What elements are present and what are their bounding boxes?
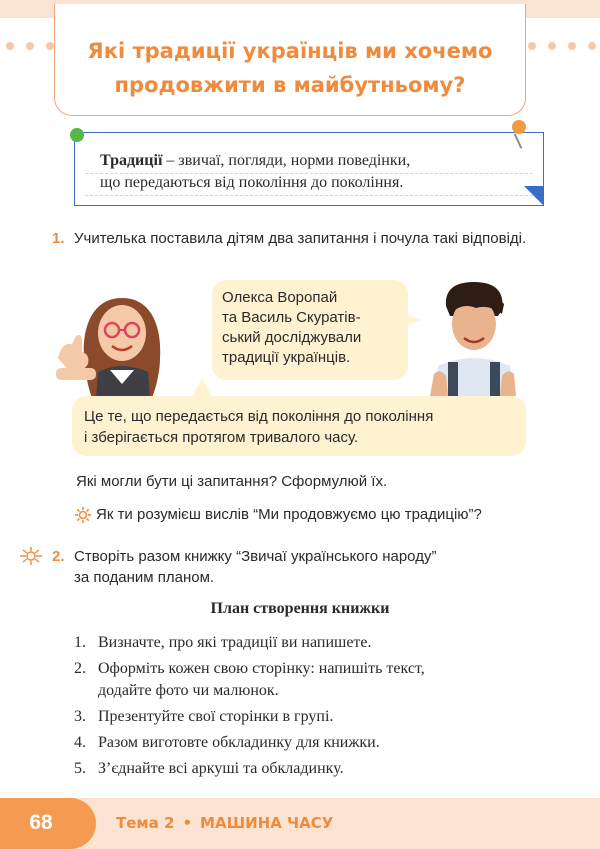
task-text [74, 546, 530, 588]
pin-icon-green [70, 128, 84, 142]
speech-text-boy [222, 288, 402, 368]
boy-illustration-icon [420, 276, 528, 396]
speech-line: традиції українців. [222, 349, 351, 366]
plan-list [74, 632, 544, 784]
title-line-2: продовжити в майбутньому? [114, 73, 466, 97]
speech-bubble-tail [190, 378, 214, 400]
task-number: 1. [52, 230, 65, 247]
task-2-line-1: Створіть разом книжку “Звичаї українського народу” [74, 548, 437, 565]
speech-text-girl [84, 406, 514, 448]
speech-line: Це те, що передається від покоління до покоління [84, 408, 434, 425]
list-item [74, 758, 544, 780]
footer-topic [116, 814, 333, 832]
task-text: Учителька поставила дітям два запитання і почула такі відповіді. [74, 230, 527, 247]
item-number: 5. [74, 760, 86, 777]
speech-line: ський досліджували [222, 329, 362, 346]
item-number: 2. [74, 660, 86, 677]
item-text: Визначте, про які традиції ви напишете. [98, 634, 372, 651]
task-1-question: Які могли бути ці запитання? Сформулюй їх. [76, 473, 388, 490]
girl-illustration-icon [52, 288, 192, 398]
sun-icon [74, 506, 92, 524]
speech-line: Олекса Воропай [222, 289, 338, 306]
title-line-1: Які традиції українців ми хочемо [87, 39, 493, 63]
definition-term: Традиції [100, 152, 163, 169]
item-text: Презентуйте свої сторінки в групі. [98, 708, 334, 725]
plan-title: План створення книжки [210, 600, 390, 617]
list-item [74, 632, 544, 654]
page-title [70, 34, 510, 102]
card-line [85, 195, 533, 197]
item-number: 3. [74, 708, 86, 725]
definition-line-1: – звичаї, погляди, норми поведінки, [162, 152, 411, 169]
definition-text [100, 150, 530, 194]
topic-name: МАШИНА ЧАСУ [200, 814, 334, 832]
definition-line-2: що передаються від покоління до покоління. [100, 174, 404, 191]
pin-icon-orange [512, 120, 526, 134]
speech-line: та Василь Скуратів- [222, 309, 361, 326]
topic-label: Тема 2 [116, 814, 175, 832]
item-number: 1. [74, 634, 86, 651]
task-1-extra-question: Як ти розумієш вислів “Ми продовжуємо цю традицію”? [96, 506, 482, 523]
item-text: Разом виготовте обкладинку для книжки. [98, 734, 380, 751]
list-item [74, 732, 544, 754]
topic-separator: • [182, 814, 193, 832]
speech-line: і зберігається протягом тривалого часу. [84, 429, 359, 446]
decor-dots-right [528, 42, 596, 50]
group-work-icon [18, 546, 44, 566]
item-line: додайте фото чи малюнок. [98, 682, 279, 699]
item-line: Оформіть кожен свою сторінку: напишіть текст, [98, 660, 425, 677]
list-item [74, 658, 544, 702]
list-item [74, 706, 544, 728]
item-number: 4. [74, 734, 86, 751]
item-text [98, 658, 425, 702]
item-text: З’єднайте всі аркуші та обкладинку. [98, 760, 344, 777]
task-number: 2. [52, 548, 65, 565]
task-2-line-2: за поданим планом. [74, 569, 215, 586]
page-number: 68 [29, 811, 53, 834]
